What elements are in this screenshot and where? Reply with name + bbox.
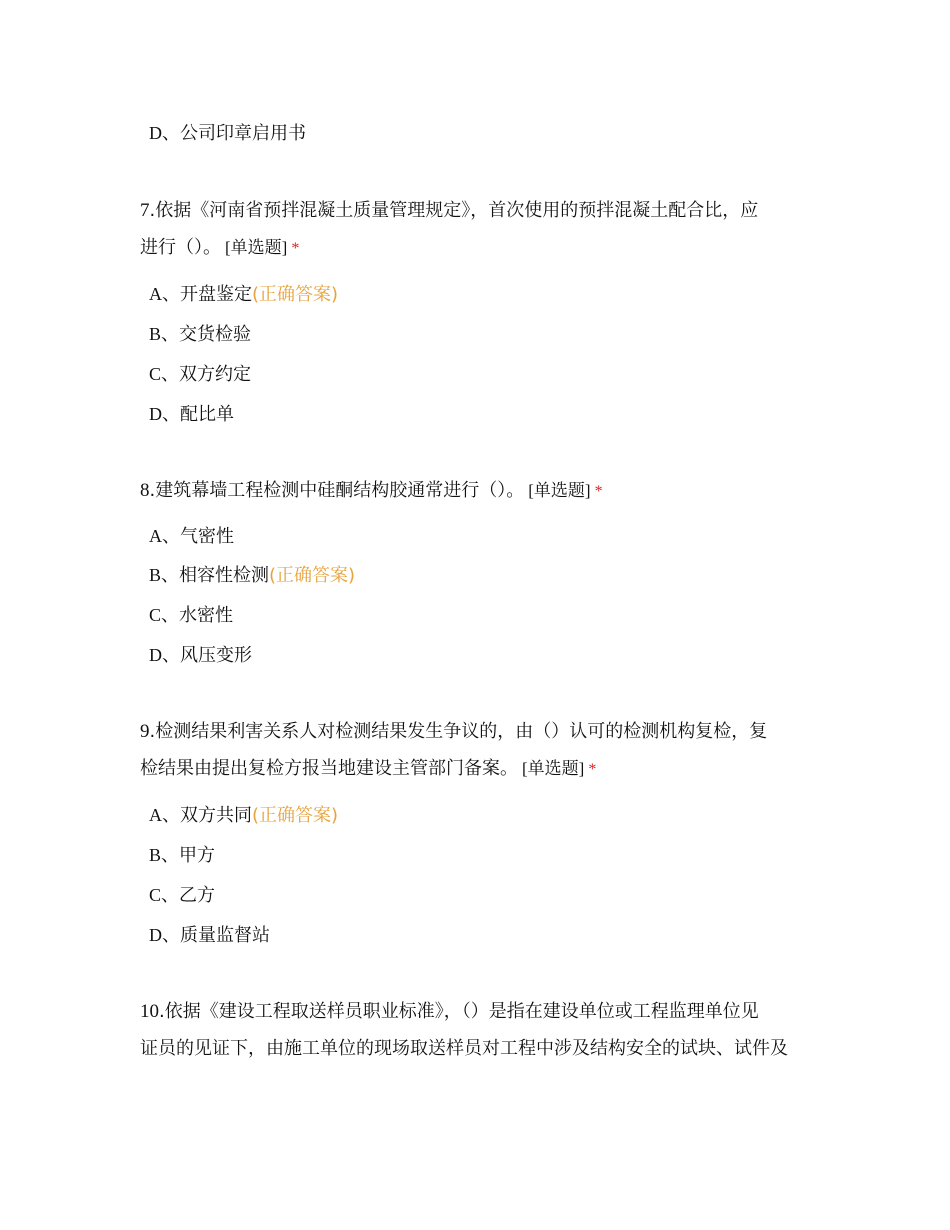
question-type-tag: [单选题] xyxy=(528,481,591,500)
question-type-tag: [单选题] xyxy=(225,238,288,257)
question-8-line1: 8.建筑幕墙工程检测中硅酮结构胶通常进行（）。 [单选题] * xyxy=(140,480,603,501)
question-7-line1: 7.依据《河南省预拌混凝土质量管理规定》，首次使用的预拌混凝土配合比，应 xyxy=(140,200,759,221)
q9-option-a: A、双方共同(正确答案) xyxy=(149,805,339,826)
q7-option-b: B、交货检验 xyxy=(149,324,252,345)
question-7 xyxy=(140,192,820,267)
required-mark: * xyxy=(594,483,603,500)
correct-answer-label: (正确答案) xyxy=(252,805,339,826)
question-10-line2: 证员的见证下，由施工单位的现场取送样员对工程中涉及结构安全的试块、试件及 xyxy=(140,1038,788,1059)
q8-option-a: A、气密性 xyxy=(149,526,234,547)
q8-option-d: D、风压变形 xyxy=(149,645,252,666)
q7-option-a: A、开盘鉴定(正确答案) xyxy=(149,284,339,305)
question-8 xyxy=(140,472,820,510)
q9-option-d: D、质量监督站 xyxy=(149,925,270,946)
q7-option-c: C、双方约定 xyxy=(149,364,252,385)
question-9 xyxy=(140,713,820,788)
question-type-tag: [单选题] xyxy=(522,759,585,778)
question-10-line1: 10.依据《建设工程取送样员职业标准》，（）是指在建设单位或工程监理单位见 xyxy=(140,1001,759,1022)
correct-answer-label: (正确答案) xyxy=(269,565,356,586)
question-7-line2: 进行（）。 [单选题] * xyxy=(140,237,300,258)
option-prev-d: D、公司印章启用书 xyxy=(149,123,306,144)
q9-option-b: B、甲方 xyxy=(149,845,216,866)
question-10 xyxy=(140,993,820,1067)
question-9-line2: 检结果由提出复检方报当地建设主管部门备案。 [单选题] * xyxy=(140,758,597,779)
question-9-line1: 9.检测结果利害关系人对检测结果发生争议的，由（）认可的检测机构复检，复 xyxy=(140,721,768,742)
required-mark: * xyxy=(291,240,300,257)
q8-option-b: B、相容性检测(正确答案) xyxy=(149,565,356,586)
q8-option-c: C、水密性 xyxy=(149,605,234,626)
required-mark: * xyxy=(588,761,597,778)
q9-option-c: C、乙方 xyxy=(149,885,216,906)
correct-answer-label: (正确答案) xyxy=(252,284,339,305)
q7-option-d: D、配比单 xyxy=(149,404,234,425)
